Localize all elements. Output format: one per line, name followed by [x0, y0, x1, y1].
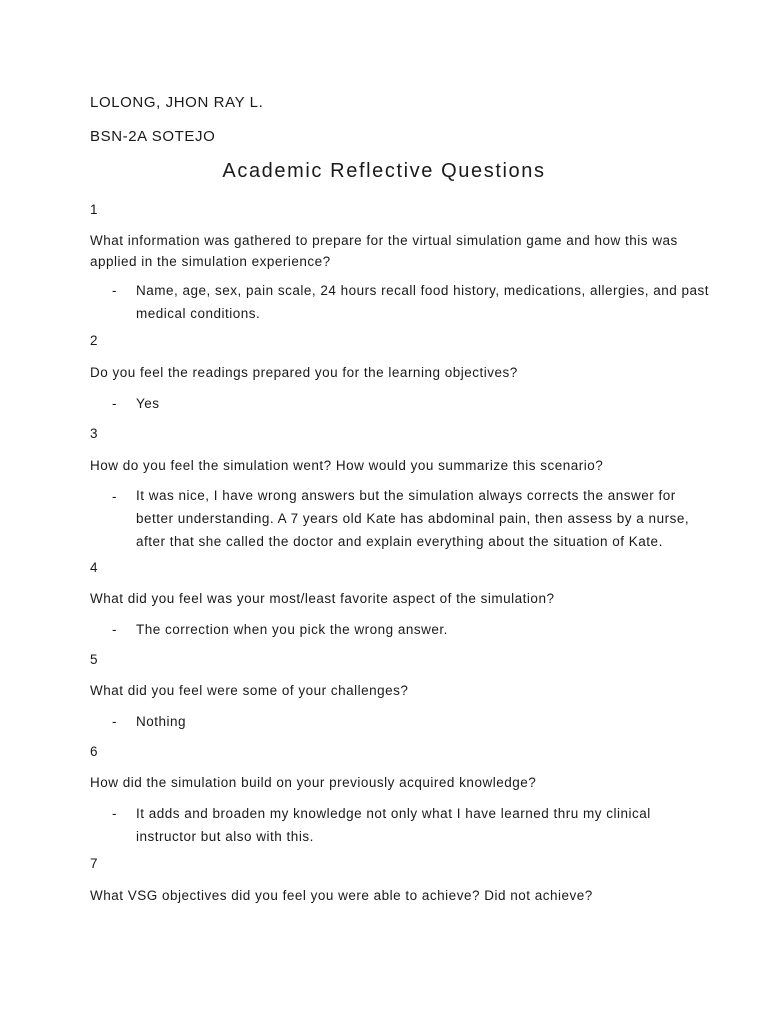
- question-text: What VSG objectives did you feel you were able to achieve? Did not achieve?: [90, 888, 593, 903]
- question-number: 4: [90, 560, 99, 575]
- answer-text: Yes: [136, 396, 160, 411]
- question-number: 2: [90, 333, 99, 348]
- answer-bullet: -: [112, 714, 117, 729]
- question-text: What did you feel was your most/least favorite aspect of the simulation?: [90, 591, 555, 606]
- question-text: How did the simulation build on your previously acquired knowledge?: [90, 775, 537, 790]
- answer-text: Nothing: [136, 714, 187, 729]
- question-number: 5: [90, 652, 99, 667]
- answer-bullet: -: [112, 806, 117, 821]
- answer-text: Name, age, sex, pain scale, 24 hours recall food history, medications, allergies, and past medical conditions.: [136, 283, 710, 321]
- question-number: 3: [90, 426, 99, 441]
- answer-bullet: -: [112, 396, 117, 411]
- student-name: LOLONG, JHON RAY L.: [90, 94, 264, 111]
- question-number: 1: [90, 202, 99, 217]
- answer-bullet: -: [112, 283, 117, 298]
- question-text: What did you feel were some of your challenges?: [90, 683, 409, 698]
- question-text: What information was gathered to prepare for the virtual simulation game and how this was applied in the simulation experience?: [90, 233, 678, 269]
- answer-bullet: -: [112, 489, 117, 504]
- answer-text: It was nice, I have wrong answers but the simulation always corrects the answer for better understanding. A 7 years old Kate has abdominal pain, then assess by a nurse, after that she called the doctor and explain everything about the situation of Kate.: [136, 488, 690, 549]
- question-text: Do you feel the readings prepared you for the learning objectives?: [90, 365, 518, 380]
- answer-text: It adds and broaden my knowledge not only what I have learned thru my clinical instructor but also with this.: [136, 806, 651, 844]
- answer-text: The correction when you pick the wrong answer.: [136, 622, 448, 637]
- answer-bullet: -: [112, 622, 117, 637]
- page-title: Academic Reflective Questions: [222, 160, 546, 182]
- question-text: How do you feel the simulation went? How would you summarize this scenario?: [90, 458, 604, 473]
- question-number: 6: [90, 744, 99, 759]
- student-section: BSN-2A SOTEJO: [90, 128, 216, 145]
- question-number: 7: [90, 856, 99, 871]
